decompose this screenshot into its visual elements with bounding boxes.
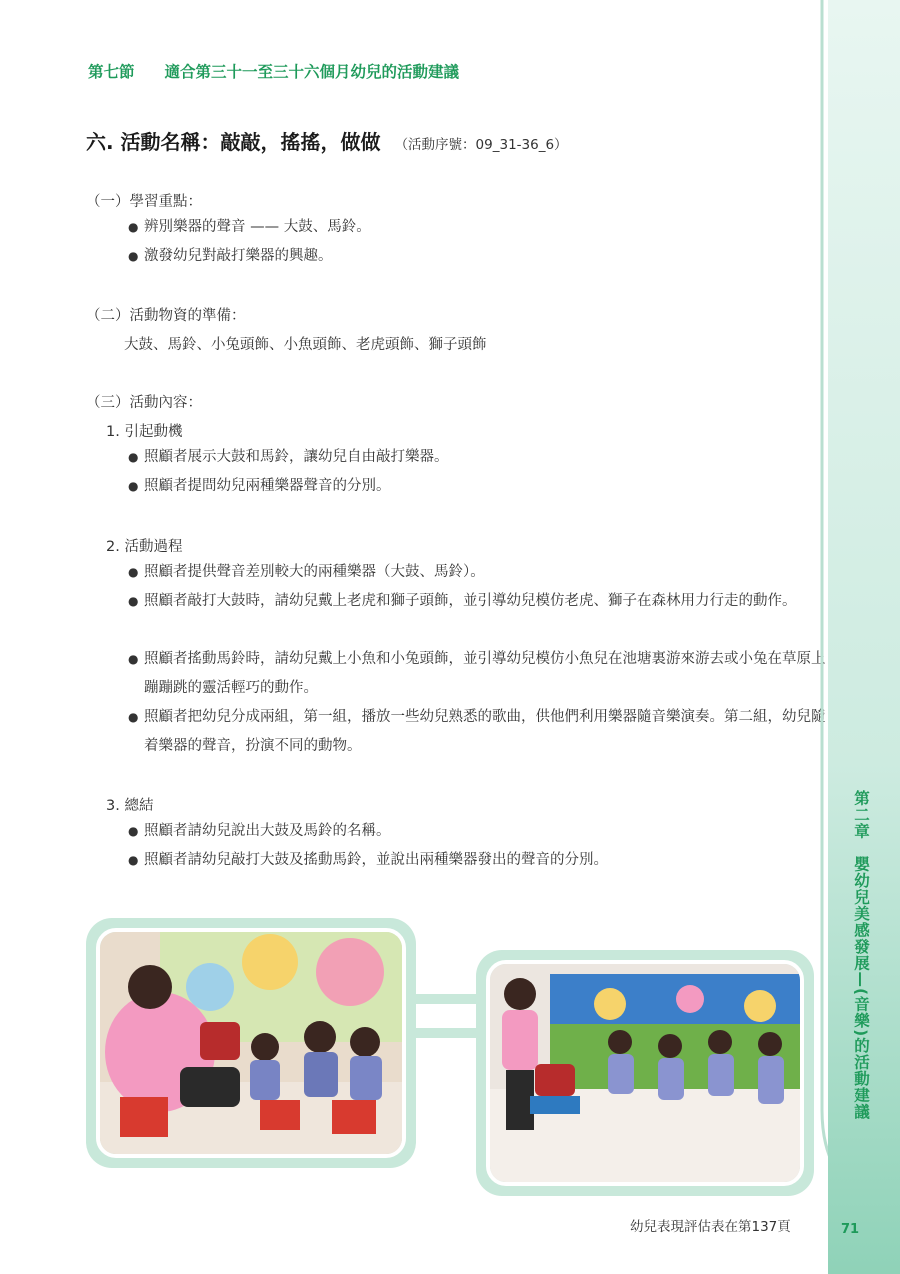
photo-connector [414, 994, 476, 1004]
bullet-dot: ● [128, 249, 139, 263]
materials-text: 大鼓、馬鈴、小兔頭飾、小魚頭飾、老虎頭飾、獅子頭飾 [124, 337, 487, 353]
chapter-title: 第二章 嬰幼兒美感發展—(音樂)的活動建議 [852, 790, 870, 1120]
page-number: 71 [840, 1222, 860, 1237]
photo-frame-left [86, 918, 416, 1168]
content-heading: （三）活動內容： [86, 395, 202, 411]
bullet-dot: ● [128, 710, 139, 724]
list-item: ● 照顧者提問幼兒兩種樂器聲音的分別。 [128, 472, 828, 501]
list-item: ● 辨別樂器的聲音 —— 大鼓、馬鈴。 [128, 213, 828, 242]
bullet-dot: ● [128, 594, 139, 608]
list-item: ● 照顧者請幼兒說出大鼓及馬鈴的名稱。 [128, 817, 828, 846]
photo-frame-right [476, 950, 814, 1196]
list-item: ● 照顧者敲打大鼓時，請幼兒戴上老虎和獅子頭飾，並引導幼兒模仿老虎、獅子在森林用力行走的動作。 [128, 587, 828, 616]
list-item: ● 照顧者搖動馬鈴時，請幼兒戴上小魚和小兔頭飾，並引導幼兒模仿小魚兒在池塘裏游來游去或小兔在草原上蹦蹦跳的靈活輕巧的動作。 [128, 645, 828, 703]
list-item: ● 激發幼兒對敲打樂器的興趣。 [128, 242, 828, 271]
bullet-dot: ● [128, 853, 139, 867]
bullet-dot: ● [128, 565, 139, 579]
bullet-dot: ● [128, 652, 139, 666]
bullet-dot: ● [128, 220, 139, 234]
bullet-dot: ● [128, 824, 139, 838]
assessment-reference: 幼兒表現評估表在第137頁 [630, 1219, 791, 1235]
step1-title: 1. 引起動機 [106, 424, 183, 440]
list-item: ● 照顧者把幼兒分成兩組，第一組，播放一些幼兒熟悉的歌曲，供他們利用樂器隨音樂演奏。第二組，幼兒隨着樂器的聲音，扮演不同的動物。 [128, 703, 828, 761]
step2-title: 2. 活動過程 [106, 539, 183, 555]
photo-drum-class [96, 928, 406, 1158]
activity-title [86, 126, 568, 155]
materials-heading: （二）活動物資的準備： [86, 308, 246, 324]
bullet-dot: ● [128, 450, 139, 464]
activity-serial: （活動序號：09_31-36_6） [394, 137, 568, 153]
activity-name: 六. 活動名稱：敲敲，搖搖，做做 [86, 130, 381, 154]
learning-focus-heading: （一）學習重點： [86, 194, 202, 210]
photo-connector [414, 1028, 476, 1038]
bullet-dot: ● [128, 479, 139, 493]
list-item: ● 照顧者展示大鼓和馬鈴，讓幼兒自由敲打樂器。 [128, 443, 828, 472]
section-header [88, 60, 459, 82]
section-title: 適合第三十一至三十六個月幼兒的活動建議 [164, 63, 460, 81]
section-label: 第七節 [88, 63, 135, 81]
list-item: ● 照顧者提供聲音差別較大的兩種樂器（大鼓、馬鈴）。 [128, 558, 828, 587]
step3-title: 3. 總結 [106, 798, 154, 814]
photo-music-class [486, 960, 804, 1186]
list-item: ● 照顧者請幼兒敲打大鼓及搖動馬鈴，並說出兩種樂器發出的聲音的分別。 [128, 846, 828, 875]
